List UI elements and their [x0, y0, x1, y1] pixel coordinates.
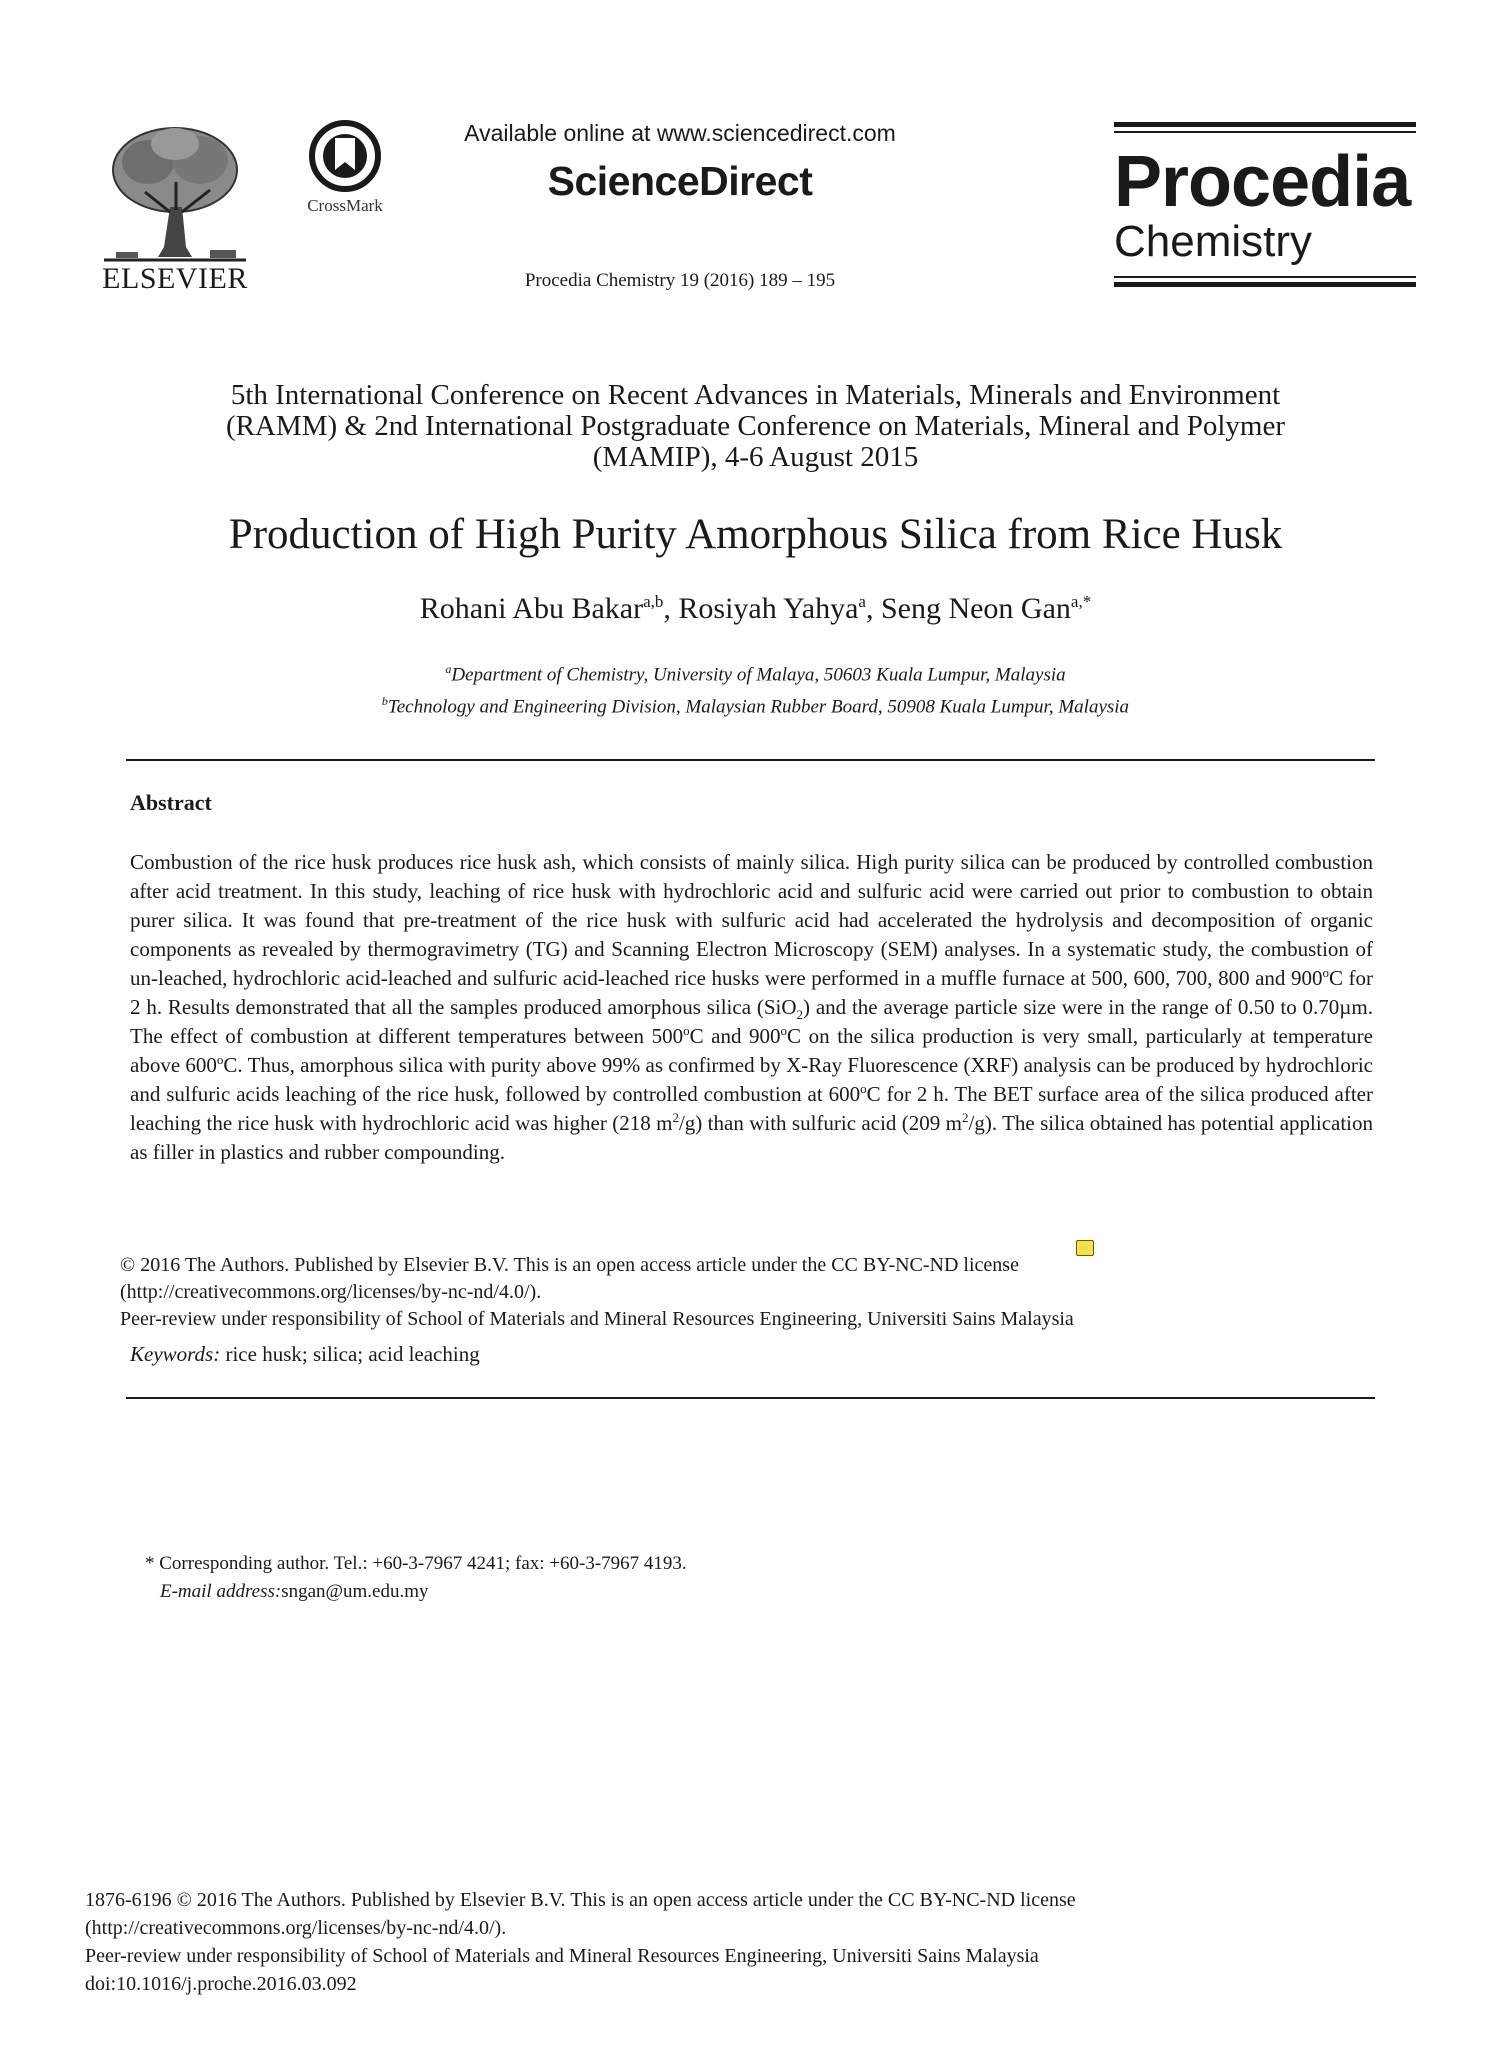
- affiliation-text: Technology and Engineering Division, Malaysian Rubber Board, 50908 Kuala Lumpur, Malaysia: [387, 696, 1130, 718]
- masthead-rule-bottom-thin: [1114, 276, 1416, 278]
- keywords-label: Keywords:: [130, 1342, 221, 1366]
- footer-doi[interactable]: doi:10.1016/j.proche.2016.03.092: [85, 1973, 357, 1995]
- corresponding-email-line: [145, 1578, 1345, 1606]
- footer-peer-review: Peer-review under responsibility of School of Materials and Mineral Resources Engineering, Universiti Sains Malaysia: [85, 1945, 1039, 1967]
- conference-line: (RAMM) & 2nd International Postgraduate Conference on Materials, Mineral and Polymer: [225, 410, 1286, 442]
- journal-subtitle: Chemistry: [1114, 217, 1313, 266]
- keywords-value: rice husk; silica; acid leaching: [220, 1342, 480, 1366]
- footer-license-link[interactable]: (http://creativecommons.org/licenses/by-nc-nd/4.0/).: [85, 1917, 507, 1939]
- journal-title: Procedia: [1114, 142, 1411, 222]
- license-line: © 2016 The Authors. Published by Elsevier B.V. This is an open access article under the CC BY-NC-ND license: [120, 1254, 1019, 1276]
- conference-line: (MAMIP), 4-6 August 2015: [592, 441, 919, 473]
- sciencedirect-wordmark: ScienceDirect: [547, 158, 813, 204]
- masthead-rule-top: [1114, 122, 1416, 127]
- license-link[interactable]: (http://creativecommons.org/licenses/by-nc-nd/4.0/).: [120, 1281, 542, 1303]
- conference-name: [140, 380, 1371, 473]
- divider-top: [126, 759, 1375, 761]
- abstract-body: Combustion of the rice husk produces rice husk ash, which consists of mainly silica. High purity silica can be produced by controlled combustion after acid treatment. In this study, leaching of rice husk with hydrochloric acid and sulfuric acid were carried out prior to combustion to obtain purer silica. It was found that pre-treatment of the rice husk with sulfuric acid had accelerated the hydrolysis and decomposition of organic components as revealed by thermogravimetry (TG) and Scanning Electron Microscopy (SEM) analyses. In a systematic study, the combustion of un-leached, hydrochloric acid-leached and sulfuric acid-leached rice husks were performed in a muffle furnace at 500, 600, 700, 800 and 900$^o$C for 2 h. Results demonstrated that all the samples produced amorphous silica (SiO$_2$) and the average particle size were in the range of 0.50 to 0.70µm. The effect of combustion at different temperatures between 500$^o$C and 900$^o$C on the silica production is very small, particularly at temperature above 600$^o$C. Thus, amorphous silica with purity above 99% as confirmed by X-Ray Fluorescence (XRF) analysis can be produced by hydrochloric and sulfuric acids leaching of the rice husk, followed by controlled combustion at 600$^o$C for 2 h. The BET surface area of the silica produced after leaching the rice husk with hydrochloric acid was higher (218 $m^2/g$) than with sulfuric acid (209 $m^2/g$). The silica obtained has potential application as filler in plastics and rubber compounding.: [130, 850, 1374, 1164]
- keywords: [130, 1342, 480, 1367]
- crossmark-icon: [309, 120, 381, 192]
- author-name: Rohani Abu Bakar: [419, 592, 644, 625]
- page-footer: [85, 1886, 1385, 1998]
- author-separator: ,: [663, 592, 679, 625]
- author-separator: ,: [865, 592, 881, 625]
- author-affil-mark: a,*: [1070, 592, 1092, 611]
- footer-issn-license: 1876-6196 © 2016 The Authors. Published by Elsevier B.V. This is an open access article under the CC BY-NC-ND license: [85, 1889, 1076, 1911]
- publisher-name: ELSEVIER: [102, 262, 248, 295]
- corresponding-contact: * Corresponding author. Tel.: +60-3-7967 4241; fax: +60-3-7967 4193.: [145, 1553, 687, 1574]
- masthead-rule-bottom: [1114, 282, 1416, 287]
- author-list: [120, 592, 1391, 626]
- crossmark-label: CrossMark: [307, 196, 383, 215]
- conference-line: 5th International Conference on Recent Advances in Materials, Minerals and Environment: [230, 379, 1281, 411]
- affiliation-line: [120, 688, 1391, 720]
- available-online-text[interactable]: Available online at www.sciencedirect.com: [464, 120, 896, 146]
- corresponding-author-note: [145, 1550, 1345, 1606]
- author-affil-mark: a,b: [643, 592, 664, 611]
- journal-citation: Procedia Chemistry 19 (2016) 189 – 195: [524, 270, 836, 291]
- affiliation-mark: a: [445, 662, 452, 676]
- crossmark-badge[interactable]: [290, 120, 400, 216]
- author-affil-mark: a: [858, 592, 866, 611]
- license-block: [120, 1252, 1380, 1333]
- affiliation-mark: b: [381, 694, 388, 709]
- email-address[interactable]: sngan@um.edu.my: [281, 1581, 429, 1602]
- masthead-rule-top-thin: [1114, 131, 1416, 133]
- abstract-heading: Abstract: [130, 790, 212, 815]
- journal-masthead: [1114, 122, 1416, 290]
- author-name: Rosiyah Yahya: [678, 592, 859, 625]
- email-label: E-mail address:: [160, 1581, 282, 1602]
- affiliation-line: [120, 656, 1391, 688]
- paper-title: Production of High Purity Amorphous Silica from Rice Husk: [228, 511, 1283, 558]
- divider-bottom: [126, 1397, 1375, 1399]
- affiliation-text: Department of Chemistry, University of Malaya, 50603 Kuala Lumpur, Malaysia: [451, 664, 1066, 686]
- author-name: Seng Neon Gan: [880, 592, 1071, 625]
- peer-review-line: Peer-review under responsibility of School of Materials and Mineral Resources Engineering, Universiti Sains Malaysia: [120, 1308, 1074, 1330]
- affiliations: [120, 656, 1391, 721]
